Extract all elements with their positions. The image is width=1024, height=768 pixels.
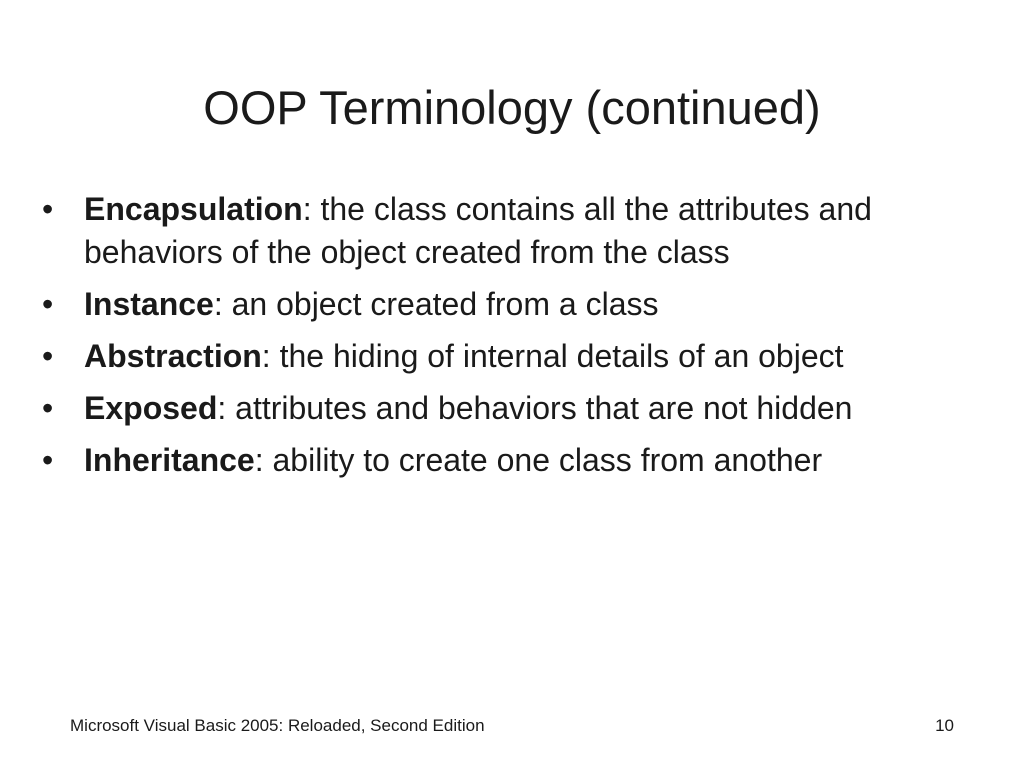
bullet-term: Inheritance xyxy=(84,442,255,478)
bullet-text: : attributes and behaviors that are not hidden xyxy=(217,390,853,426)
bullet-icon: • xyxy=(42,338,54,374)
footer-text: Microsoft Visual Basic 2005: Reloaded, Second Edition xyxy=(70,716,485,735)
bullet-text: : an object created from a class xyxy=(213,286,659,322)
bullet-icon: • xyxy=(42,191,54,227)
bullet-term: Encapsulation xyxy=(84,191,303,227)
bullet-icon: • xyxy=(42,286,54,322)
slide-title: OOP Terminology (continued) xyxy=(203,81,821,134)
bullet-text: : the class contains all the attributes and behaviors of the object created from the class xyxy=(84,191,872,270)
bullet-item-exposed xyxy=(42,387,982,430)
bullet-term: Instance xyxy=(84,286,214,322)
bullet-icon: • xyxy=(42,390,54,426)
bullet-item-instance xyxy=(42,283,982,326)
bullet-list xyxy=(42,188,982,491)
bullet-item-inheritance xyxy=(42,439,982,482)
bullet-term: Exposed xyxy=(84,390,218,426)
bullet-icon: • xyxy=(42,442,54,478)
bullet-item-encapsulation xyxy=(42,188,982,274)
bullet-text: : the hiding of internal details of an object xyxy=(261,338,844,374)
bullet-term: Abstraction xyxy=(84,338,262,374)
page-number: 10 xyxy=(935,716,954,735)
bullet-text: : ability to create one class from another xyxy=(254,442,823,478)
bullet-item-abstraction xyxy=(42,335,982,378)
